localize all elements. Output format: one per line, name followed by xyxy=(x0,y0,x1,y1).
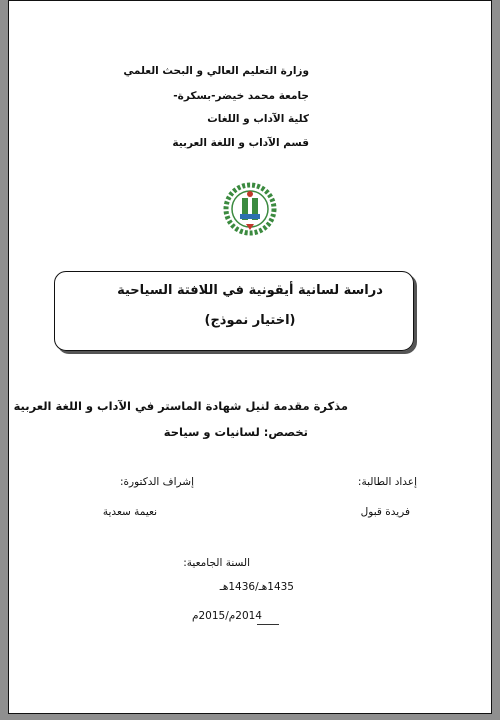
student-label: إعداد الطالبة: xyxy=(357,476,417,488)
thesis-title: دراسة لسانية أيقونية في اللافتة السياحية xyxy=(117,283,383,298)
student-name: فريدة قبول xyxy=(360,506,410,518)
department-line: قسم الآداب و اللغة العربية xyxy=(172,137,309,149)
academic-year-hijri: 1435هـ/1436هـ xyxy=(219,581,294,593)
university-logo xyxy=(222,180,278,238)
university-line: جامعة محمد خيضر-بسكرة- xyxy=(173,90,309,102)
degree-description: مذكرة مقدمة لنيل شهادة الماستر في الآداب و اللغة العربية xyxy=(13,399,348,413)
thesis-subtitle: (اختيار نموذج) xyxy=(204,313,296,328)
specialization: تخصص: لسانيات و سياحة xyxy=(163,425,308,439)
document-page xyxy=(8,0,492,714)
year-underline xyxy=(257,624,279,625)
academic-year-gregorian: 2014م/2015م xyxy=(191,610,262,622)
supervisor-name: نعيمة سعدية xyxy=(102,506,157,518)
ministry-line: وزارة التعليم العالي و البحث العلمي xyxy=(123,65,309,77)
academic-year-label: السنة الجامعية: xyxy=(183,557,250,569)
faculty-line: كلية الآداب و اللغات xyxy=(207,113,309,125)
supervisor-label: إشراف الدكتورة: xyxy=(120,476,194,488)
